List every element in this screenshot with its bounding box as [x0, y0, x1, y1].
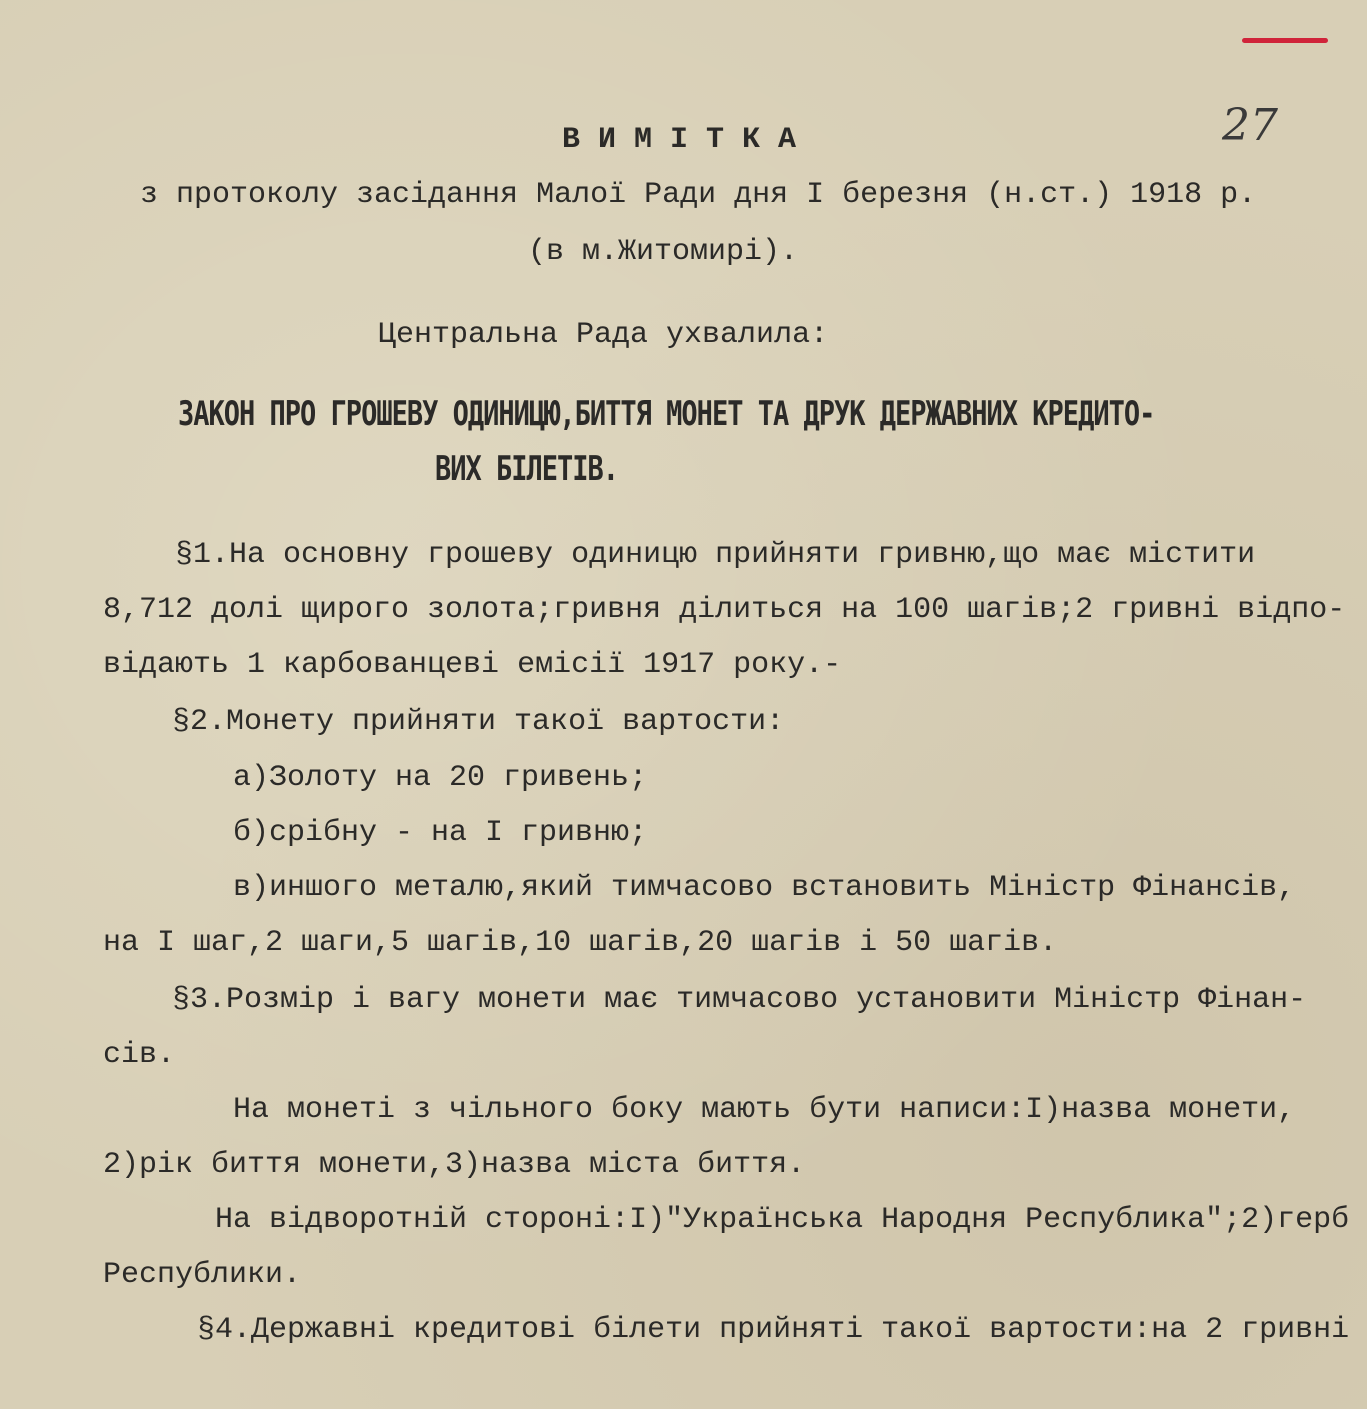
document-place: (в м.Житомирі). — [528, 235, 799, 269]
body-line: §4.Державні кредитові білети прийняті такої вартости:на 2 гривні — [197, 1313, 1350, 1347]
law-title-line-2: ВИХ БІЛЕТІВ. — [435, 450, 619, 489]
document-title: ВИМІТКА — [562, 123, 815, 157]
body-line: 2)рік биття монети,3)назва міста биття. — [103, 1148, 806, 1182]
document-subtitle: з протоколу засідання Малої Ради дня І березня (н.ст.) 1918 р. — [140, 178, 1257, 212]
body-line: відають 1 карбованцеві емісії 1917 року.- — [103, 648, 842, 682]
body-line: На відворотній стороні:І)"Українська Народня Республика";2)герб — [215, 1203, 1350, 1237]
body-line: сів. — [103, 1038, 176, 1072]
body-line: §2.Монету прийняти такої вартости: — [172, 705, 785, 739]
red-pencil-mark — [1242, 38, 1328, 43]
body-line: б)срібну - на І гривню; — [233, 816, 648, 850]
law-title-line-1: ЗАКОН ПРО ГРОШЕВУ ОДИНИЦЮ,БИТТЯ МОНЕТ ТА ДРУК ДЕРЖАВНИХ КРЕДИТО- — [178, 395, 1155, 434]
body-line: §1.На основну грошеву одиницю прийняти гривню,що має містити — [175, 538, 1256, 572]
body-line: в)иншого металю,який тимчасово встановить Міністр Фінансів, — [233, 871, 1296, 905]
body-line: 8,712 долі щирого золота;гривня ділиться на 100 шагів;2 гривні відпо- — [103, 593, 1346, 627]
body-line: Республики. — [103, 1258, 302, 1292]
page-number: 27 — [1222, 100, 1278, 151]
body-line: На монеті з чільного боку мають бути написи:І)назва монети, — [233, 1093, 1296, 1127]
body-line: на І шаг,2 шаги,5 шагів,10 шагів,20 шагів і 50 шагів. — [103, 926, 1058, 960]
resolution-line: Центральна Рада ухвалила: — [378, 318, 829, 352]
body-line: §3.Розмір і вагу монети має тимчасово установити Міністр Фінан- — [172, 983, 1307, 1017]
body-line: а)Золоту на 20 гривень; — [233, 761, 648, 795]
